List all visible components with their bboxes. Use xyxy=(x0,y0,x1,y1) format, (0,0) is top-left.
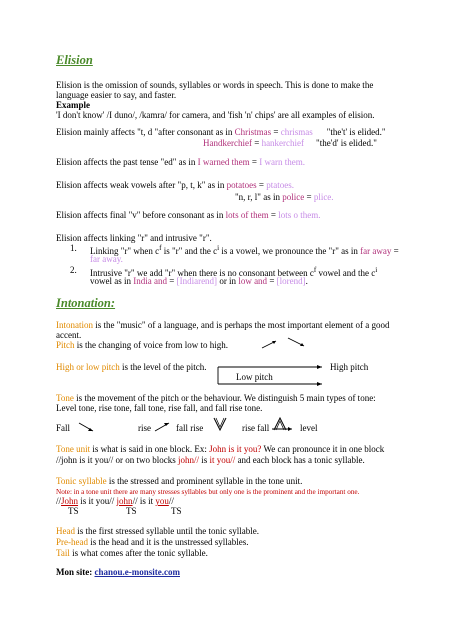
intonation-heading: Intonation: xyxy=(56,296,116,310)
lots-o-them-result: lots o them. xyxy=(278,210,321,220)
pre-head-line xyxy=(56,537,248,548)
example-label: Example xyxy=(56,100,91,110)
intrusive-text-d: or in xyxy=(217,276,239,286)
slashes: // xyxy=(56,496,62,506)
sup-f: f xyxy=(313,266,317,274)
equals: = xyxy=(268,210,279,220)
intonation-def-rest: is the "music" of a language, and is perhaps the most important element of a good xyxy=(93,320,390,330)
head-line xyxy=(56,526,259,537)
elision-definition-line1: Elision is the omission of sounds, syllables or words in speech. This is done to make the xyxy=(56,80,374,90)
weak-vowels-line xyxy=(56,180,294,191)
period: . xyxy=(305,276,308,286)
lorend-result: [lorend] xyxy=(276,276,306,286)
hankerchief-result: hankerchief xyxy=(261,138,305,148)
list-number-1: 1. xyxy=(70,243,77,253)
tone-fall-label: Fall xyxy=(56,423,71,433)
tone-unit-rest: is what is said in one block. Ex: xyxy=(90,444,210,454)
footer-line xyxy=(56,567,180,578)
police-word: police xyxy=(282,192,305,202)
elision-definition-line2: language easier to say, and faster. xyxy=(56,90,177,100)
intrusive-text-a: Intrusive "r" we add "r" when there is no consonant between c xyxy=(90,268,314,278)
tonic-note: Note: in a tone unit there are many stresses syllables but only one is the prominent and the important one. xyxy=(56,488,360,496)
intonation-definition xyxy=(56,320,390,331)
indiarend-result: [Indiarend] xyxy=(176,276,218,286)
pitch-rest: is the changing of voice from low to high. xyxy=(74,340,228,350)
pitch-level-diagram xyxy=(218,362,328,392)
tone-fall-rise-label: fall rise xyxy=(176,423,204,433)
pitch-arrows-icon xyxy=(262,336,312,356)
high-pitch-label: High pitch xyxy=(330,362,369,372)
tone-rise-label: rise xyxy=(138,423,151,433)
tone-unit-line xyxy=(56,444,384,455)
equals: = xyxy=(256,180,267,190)
far-away-result: far away. xyxy=(90,254,123,264)
intonation-definition-line2: accent. xyxy=(56,330,82,340)
john-block: john// xyxy=(178,455,200,465)
pre-head-rest: is the head and it is the unstressed syllables. xyxy=(87,537,249,547)
tone-rise-fall-label: rise fall xyxy=(242,423,270,433)
weak-vowels-prefix: Elision affects weak vowels after "p, t, k" as in xyxy=(56,180,227,190)
nrl-prefix: "n, r, l" as in xyxy=(235,192,283,202)
warned-word: I warned them xyxy=(197,157,250,167)
low-and-word: low and xyxy=(238,276,268,286)
fall-tone-icon xyxy=(78,420,98,434)
high-low-rest: is the level of the pitch. xyxy=(119,362,207,372)
john-tonic-1: John xyxy=(61,496,79,506)
equals: = xyxy=(267,276,277,286)
t-elided-note: "the't' is elided." xyxy=(326,127,386,137)
linking-text-a: Linking "r" when c xyxy=(90,246,160,256)
head-word: Head xyxy=(56,526,75,536)
christmas-word: Christmas xyxy=(234,127,272,137)
ts-example-c: // is it xyxy=(132,496,156,506)
intrusive-text-c: vowel as in xyxy=(90,276,134,286)
tone-level-label: level xyxy=(300,423,318,433)
equals: = xyxy=(167,276,177,286)
it-you-block: it you// xyxy=(209,455,236,465)
tone-word: Tone xyxy=(56,393,74,403)
t-d-prefix: Elision mainly affects "t, d "after consonant as in xyxy=(56,127,235,137)
handkerchief-line xyxy=(203,138,377,149)
footer-label: Mon site: xyxy=(56,567,93,577)
sup-f: f xyxy=(159,244,162,252)
tone-unit-rest2: We can pronounce it in one block xyxy=(261,444,385,454)
tone-unit-word: Tone unit xyxy=(56,444,91,454)
warn-result: I warn them. xyxy=(259,157,305,167)
low-pitch-label: Low pitch xyxy=(236,372,273,382)
equals: = xyxy=(251,138,262,148)
india-and-word: India and xyxy=(133,276,167,286)
plice-result: plice. xyxy=(313,192,334,202)
blocks-text-c: and each block has a tonic syllable. xyxy=(235,455,365,465)
tone-rest: is the movement of the pitch or the behaviour. We distinguish 5 main types of tone: xyxy=(73,393,376,403)
chrismas-result: chrismas xyxy=(280,127,313,137)
elision-heading: Elision xyxy=(56,53,93,67)
john-tonic-2: john xyxy=(116,496,133,506)
pitch-word: Pitch xyxy=(56,340,75,350)
slashes: // xyxy=(168,496,174,506)
fall-rise-tone-icon xyxy=(212,416,232,434)
linking-text-b: is "r" and the c xyxy=(161,246,218,256)
far-away-word: far away xyxy=(360,246,392,256)
potatoes-word: potatoes xyxy=(226,180,257,190)
ts-label-3: TS xyxy=(171,506,182,516)
past-tense-line xyxy=(56,157,305,168)
intrusive-r-line2 xyxy=(90,276,308,287)
handkerchief-word: Handkerchief xyxy=(203,138,252,148)
blocks-line xyxy=(56,455,365,466)
tonic-syllable-rest: is the stressed and prominent syllable in the tone unit. xyxy=(106,476,303,486)
tonic-syllable-word: Tonic syllable xyxy=(56,476,107,486)
rise-tone-icon xyxy=(154,420,174,434)
you-tonic: you xyxy=(155,496,169,506)
equals: = xyxy=(391,246,399,256)
linking-r-line xyxy=(90,243,399,257)
head-rest: is the first stressed syllable until the tonic syllable. xyxy=(75,526,259,536)
linking-text-c: is a vowel, we pronounce the "r" as in xyxy=(219,246,361,256)
blocks-text-b: is xyxy=(199,455,210,465)
elision-t-d-line xyxy=(56,127,386,138)
tail-rest: is what comes after the tonic syllable. xyxy=(69,548,208,558)
pre-head-word: Pre-head xyxy=(56,537,88,547)
ts-label-1: TS xyxy=(68,506,79,516)
site-link[interactable]: chanou.e-monsite.com xyxy=(94,567,180,577)
high-low-pitch-word: High or low pitch xyxy=(56,362,120,372)
ts-label-2: TS xyxy=(126,506,137,516)
equals: = xyxy=(249,157,260,167)
d-elided-note: "the'd' is elided." xyxy=(316,138,377,148)
sup-i: i xyxy=(217,244,220,252)
final-v-line xyxy=(56,210,320,221)
intonation-word: Intonation xyxy=(56,320,93,330)
ts-example-b: is it you// xyxy=(78,496,117,506)
final-v-prefix: Elision affects final "v" before consonant as in xyxy=(56,210,226,220)
equals: = xyxy=(304,192,314,202)
example-text: 'I don't know' /I duno/, /kamra/ for camera, and 'fish 'n' chips' are all examples of elision. xyxy=(56,110,375,120)
blocks-text-a: //john is it you// or on two blocks xyxy=(56,455,179,465)
pitch-line xyxy=(56,340,228,351)
level-tone-icon xyxy=(272,426,296,432)
ptatoes-result: ptatoes. xyxy=(266,180,294,190)
list-number-2: 2. xyxy=(70,265,77,275)
tone-list: Level tone, rise tone, fall tone, rise fall, and fall rise tone. xyxy=(56,403,263,413)
high-low-line xyxy=(56,362,206,373)
lots-of-them-word: lots of them xyxy=(225,210,269,220)
past-tense-prefix: Elision affects the past tense "ed" as in xyxy=(56,157,198,167)
tonic-syllable-line xyxy=(56,476,302,487)
equals: = xyxy=(271,127,281,137)
tail-word: Tail xyxy=(56,548,70,558)
john-is-it-you-example: John is it you? xyxy=(209,444,262,454)
intrusive-text-b: vowel and the c xyxy=(316,268,376,278)
sup-i: i xyxy=(375,266,378,274)
weak-vowels-line2 xyxy=(235,192,334,203)
tail-line xyxy=(56,548,208,559)
linking-intro: Elision affects linking "r" and intrusive "r". xyxy=(56,233,212,243)
